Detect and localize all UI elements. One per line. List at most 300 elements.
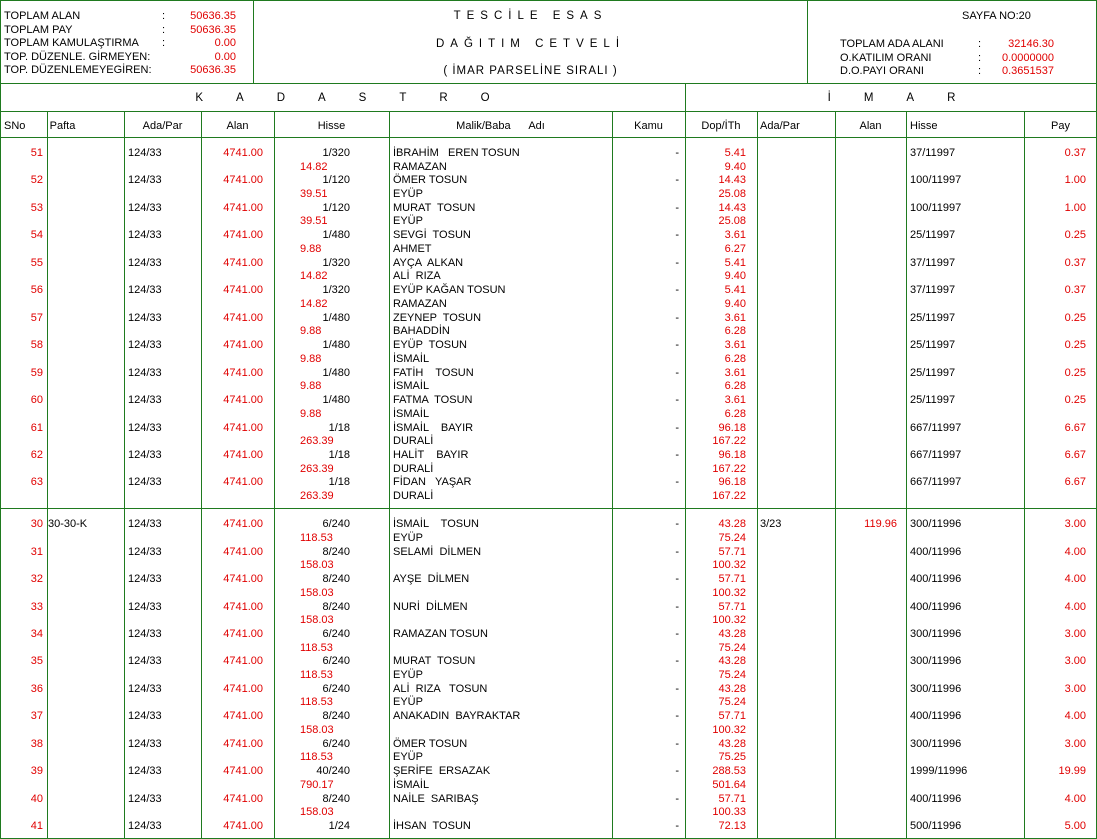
cell-ith: 6.28 — [724, 352, 746, 365]
cell-pay: 4.00 — [1064, 600, 1086, 613]
cell-baba: AHMET — [393, 242, 432, 255]
cell-ith: 9.40 — [724, 160, 746, 173]
table-row — [0, 628, 1097, 656]
cell-adapar: 124/33 — [128, 627, 162, 640]
cell-hisse: 1/480 — [322, 394, 350, 407]
summary-left-row — [4, 51, 236, 65]
cell-dop: 96.18 — [718, 421, 746, 434]
cell-ith: 75.25 — [718, 751, 746, 764]
cell-sno: 59 — [30, 366, 43, 379]
cell-pay: 0.25 — [1064, 339, 1086, 352]
header-alan: Alan — [226, 120, 249, 132]
cell-ith: 167.22 — [712, 489, 746, 502]
cell-ith: 75.24 — [718, 696, 746, 709]
cell-hisse2: 118.53 — [300, 751, 333, 764]
document-title-line2: DAĞITIM CETVELİ — [435, 38, 626, 50]
cell-malik: FİDAN YAŞAR — [393, 476, 472, 489]
cell-hisse: 1/480 — [322, 366, 350, 379]
cell-hisse: 1/320 — [322, 256, 350, 269]
cell-alan: 4741.00 — [223, 600, 263, 613]
summary-left-row — [4, 37, 236, 51]
cell-hisse2: 14.82 — [300, 297, 328, 310]
cell-sno: 53 — [30, 201, 43, 214]
cell-hisse: 6/240 — [322, 682, 350, 695]
cell-adapar: 124/33 — [128, 201, 162, 214]
cell-ith: 25.08 — [718, 188, 746, 201]
cell-ith: 25.08 — [718, 215, 746, 228]
header-adapar: Ada/Par — [142, 120, 183, 132]
summary-left-row — [4, 24, 236, 38]
cell-dop: 43.28 — [718, 737, 746, 750]
cell-malik: MURAT TOSUN — [393, 201, 476, 214]
cell-hisse2: 118.53 — [300, 641, 333, 654]
summary-right-row — [840, 65, 1054, 79]
cell-kamu: - — [675, 201, 679, 214]
cell-sno: 36 — [30, 682, 43, 695]
cell-kamu: - — [675, 339, 679, 352]
cell-ihisse: 400/11996 — [910, 545, 962, 558]
cell-kamu: - — [675, 820, 679, 833]
table-row — [0, 229, 1097, 257]
cell-adapar: 124/33 — [128, 311, 162, 324]
cell-sno: 33 — [30, 600, 43, 613]
summary-value: 50636.35 — [190, 23, 236, 36]
cell-pay: 0.25 — [1064, 311, 1086, 324]
table-row — [0, 174, 1097, 202]
cell-hisse2: 158.03 — [300, 723, 334, 736]
cell-adapar: 124/33 — [128, 174, 162, 187]
cell-sno: 30 — [30, 518, 43, 531]
cell-hisse: 1/120 — [322, 201, 350, 214]
cell-ihisse: 37/11997 — [910, 147, 956, 159]
cell-alan: 4741.00 — [223, 229, 263, 242]
cell-dop: 5.41 — [724, 284, 746, 297]
cell-alan: 4741.00 — [223, 394, 263, 407]
cell-kamu: - — [675, 147, 679, 159]
cell-baba: DURALİ — [393, 489, 434, 502]
summary-value: 0.3651537 — [1002, 65, 1054, 77]
cell-ith: 100.32 — [712, 559, 746, 572]
column-header-bottom-line — [0, 137, 1097, 138]
cell-pay: 6.67 — [1064, 421, 1086, 434]
cell-pay: 6.67 — [1064, 448, 1086, 461]
cell-alan: 4741.00 — [223, 737, 263, 750]
table-row — [0, 655, 1097, 683]
cell-pay: 3.00 — [1064, 655, 1086, 668]
colon: : — [162, 23, 166, 36]
document-title-line1: TESCİLE ESAS — [453, 10, 608, 22]
cell-adapar: 124/33 — [128, 229, 162, 242]
cell-ith: 100.32 — [712, 586, 746, 599]
cell-adapar: 124/33 — [128, 448, 162, 461]
cell-alan: 4741.00 — [223, 421, 263, 434]
cell-hisse2: 118.53 — [300, 531, 333, 544]
cell-hisse2: 263.39 — [300, 462, 334, 475]
cell-malik: HALİT BAYIR — [393, 448, 469, 461]
cell-hisse2: 118.53 — [300, 668, 333, 681]
cell-alan: 4741.00 — [223, 284, 263, 297]
cell-kamu: - — [675, 174, 679, 187]
cell-malik: EYÜP TOSUN — [393, 339, 467, 352]
cell-hisse2: 9.88 — [300, 325, 322, 338]
cell-sno: 32 — [30, 573, 43, 586]
cell-adapar: 124/33 — [128, 765, 162, 778]
cell-ihisse: 25/11997 — [910, 339, 956, 352]
cell-adapar: 124/33 — [128, 573, 162, 586]
cell-ihisse: 25/11997 — [910, 229, 956, 242]
cell-hisse: 6/240 — [322, 518, 350, 531]
cell-hisse: 1/18 — [328, 448, 350, 461]
cell-kamu: - — [675, 792, 679, 805]
cell-dop: 14.43 — [718, 174, 746, 187]
cell-pafta: 30-30-K — [48, 518, 88, 531]
cell-adapar: 124/33 — [128, 366, 162, 379]
header-imar-alan: Alan — [859, 120, 882, 132]
table-row — [0, 683, 1097, 711]
cell-ihisse: 400/11996 — [910, 573, 962, 586]
cell-dop: 72.13 — [718, 820, 746, 833]
cell-hisse2: 39.51 — [300, 188, 328, 201]
cell-ihisse: 37/11997 — [910, 256, 956, 269]
cell-hisse: 8/240 — [322, 573, 350, 586]
cell-adapar: 124/33 — [128, 655, 162, 668]
cell-kamu: - — [675, 573, 679, 586]
cell-hisse: 8/240 — [322, 710, 350, 723]
cell-alan: 4741.00 — [223, 448, 263, 461]
table-row — [0, 601, 1097, 629]
header-imar-hisse: Hisse — [910, 120, 938, 132]
cell-hisse2: 158.03 — [300, 559, 334, 572]
cell-ith: 100.32 — [712, 614, 746, 627]
cell-kamu: - — [675, 394, 679, 407]
cell-pay: 4.00 — [1064, 792, 1086, 805]
cell-sno: 62 — [30, 448, 43, 461]
cell-sno: 58 — [30, 339, 43, 352]
cell-sno: 60 — [30, 394, 43, 407]
summary-label: TOP. DÜZENLEMEYEGİREN: — [4, 64, 152, 76]
table-row — [0, 449, 1097, 477]
cell-pay: 0.25 — [1064, 394, 1086, 407]
cell-iadapar: 3/23 — [760, 518, 782, 531]
cell-kamu: - — [675, 655, 679, 668]
cell-malik: RAMAZAN TOSUN — [393, 627, 488, 640]
cell-sno: 35 — [30, 655, 43, 668]
cell-sno: 40 — [30, 792, 43, 805]
cell-baba: İSMAİL — [393, 778, 430, 791]
cell-pay: 3.00 — [1064, 737, 1086, 750]
cell-dop: 3.61 — [724, 229, 746, 242]
cell-alan: 4741.00 — [223, 174, 263, 187]
cell-pay: 4.00 — [1064, 710, 1086, 723]
cell-baba: İSMAİL — [393, 407, 430, 420]
summary-label: O.KATILIM ORANI — [840, 51, 932, 64]
cell-dop: 57.71 — [718, 710, 746, 723]
cell-pay: 3.00 — [1064, 682, 1086, 695]
cell-alan: 4741.00 — [223, 765, 263, 778]
cell-malik: İSMAİL BAYIR — [393, 421, 474, 434]
cell-ith: 167.22 — [712, 462, 746, 475]
cell-alan: 4741.00 — [223, 339, 263, 352]
cell-hisse2: 158.03 — [300, 614, 334, 627]
cell-baba: RAMAZAN — [393, 160, 447, 173]
cell-ihisse: 667/11997 — [910, 476, 962, 489]
table-row — [0, 765, 1097, 793]
cell-dop: 3.61 — [724, 339, 746, 352]
cell-dop: 57.71 — [718, 573, 746, 586]
cell-dop: 96.18 — [718, 476, 746, 489]
cell-hisse2: 9.88 — [300, 380, 322, 393]
cell-hisse: 6/240 — [322, 737, 350, 750]
summary-label: D.O.PAYI ORANI — [840, 65, 924, 77]
cell-kamu: - — [675, 311, 679, 324]
cell-baba: EYÜP — [393, 751, 423, 764]
cell-ihisse: 400/11996 — [910, 710, 962, 723]
cell-pay: 3.00 — [1064, 518, 1086, 531]
cell-ihisse: 300/11996 — [910, 655, 962, 668]
cell-adapar: 124/33 — [128, 421, 162, 434]
cell-kamu: - — [675, 256, 679, 269]
cell-adapar: 124/33 — [128, 147, 162, 159]
cell-kamu: - — [675, 476, 679, 489]
cell-malik: ZEYNEP TOSUN — [393, 311, 482, 324]
cell-kamu: - — [675, 448, 679, 461]
cell-sno: 51 — [30, 147, 43, 159]
cell-kamu: - — [675, 366, 679, 379]
header-divider-2 — [807, 0, 808, 83]
cell-kamu: - — [675, 627, 679, 640]
cell-alan: 4741.00 — [223, 366, 263, 379]
cell-kamu: - — [675, 682, 679, 695]
cell-hisse: 1/120 — [322, 174, 350, 187]
cell-malik: FATMA TOSUN — [393, 394, 473, 407]
summary-value: 50636.35 — [190, 64, 236, 76]
cell-hisse2: 14.82 — [300, 160, 328, 173]
cell-ihisse: 100/11997 — [910, 174, 962, 187]
cell-malik: EYÜP KAĞAN TOSUN — [393, 284, 506, 297]
summary-value: 50636.35 — [190, 10, 236, 22]
cell-alan: 4741.00 — [223, 545, 263, 558]
cell-malik: ALİ RIZA TOSUN — [393, 682, 488, 695]
cell-kamu: - — [675, 518, 679, 531]
colon: : — [978, 65, 982, 77]
cell-ith: 100.33 — [712, 806, 746, 819]
cell-pay: 1.00 — [1064, 174, 1086, 187]
cell-malik: İSMAİL TOSUN — [393, 518, 479, 531]
cell-ith: 75.24 — [718, 641, 746, 654]
cell-baba: EYÜP — [393, 668, 423, 681]
cell-ihisse: 300/11996 — [910, 627, 962, 640]
cell-ihisse: 25/11997 — [910, 394, 956, 407]
header-sno: SNo — [4, 120, 26, 132]
cell-hisse2: 39.51 — [300, 215, 328, 228]
cell-pay: 19.99 — [1058, 765, 1086, 778]
cell-adapar: 124/33 — [128, 820, 162, 833]
cell-alan: 4741.00 — [223, 311, 263, 324]
section-kadastro: KADASTRO — [195, 92, 523, 104]
cell-baba: EYÜP — [393, 531, 423, 544]
cell-kamu: - — [675, 284, 679, 297]
cell-baba: BAHADDİN — [393, 325, 450, 338]
cell-ihisse: 25/11997 — [910, 366, 956, 379]
cell-dop: 3.61 — [724, 311, 746, 324]
cell-sno: 52 — [30, 174, 43, 187]
cell-hisse: 1/18 — [328, 421, 350, 434]
summary-value: 32146.30 — [1008, 38, 1054, 50]
table-row — [0, 147, 1097, 175]
cell-baba: DURALİ — [393, 462, 434, 475]
summary-right-row — [840, 52, 1054, 66]
cell-alan: 4741.00 — [223, 710, 263, 723]
cell-kamu: - — [675, 765, 679, 778]
cell-dop: 3.61 — [724, 366, 746, 379]
summary-value: 0.00 — [214, 50, 236, 63]
cell-ialan: 119.96 — [864, 518, 897, 531]
cell-dop: 43.28 — [718, 627, 746, 640]
cell-sno: 31 — [30, 545, 43, 558]
cell-hisse: 8/240 — [322, 792, 350, 805]
colon: : — [162, 37, 166, 49]
cell-hisse: 1/480 — [322, 311, 350, 324]
cell-alan: 4741.00 — [223, 147, 263, 159]
cell-baba: İSMAİL — [393, 380, 430, 393]
cell-malik: NURİ DİLMEN — [393, 600, 468, 613]
table-row — [0, 573, 1097, 601]
cell-ith: 75.24 — [718, 668, 746, 681]
cell-pay: 5.00 — [1064, 820, 1086, 833]
header-malik: Malik/Baba Adı — [456, 120, 545, 132]
table-row — [0, 793, 1097, 821]
cell-ihisse: 100/11997 — [910, 201, 962, 214]
cell-baba: DURALİ — [393, 435, 434, 448]
summary-right-row — [840, 38, 1054, 52]
cell-sno: 55 — [30, 256, 43, 269]
header-imar-adapar: Ada/Par — [760, 120, 800, 132]
cell-hisse2: 158.03 — [300, 586, 334, 599]
cell-hisse: 1/24 — [328, 820, 350, 833]
cell-sno: 41 — [30, 820, 43, 833]
cell-ith: 100.32 — [712, 723, 746, 736]
cell-dop: 14.43 — [718, 201, 746, 214]
cell-alan: 4741.00 — [223, 476, 263, 489]
summary-label: TOPLAM ALAN — [4, 10, 81, 22]
table-row — [0, 394, 1097, 422]
cell-baba: EYÜP — [393, 696, 423, 709]
table-row — [0, 476, 1097, 504]
cell-baba: EYÜP — [393, 215, 423, 228]
summary-left-row — [4, 10, 236, 24]
cell-alan: 4741.00 — [223, 201, 263, 214]
page-number: SAYFA NO:20 — [962, 10, 1031, 22]
cell-hisse: 1/320 — [322, 147, 350, 159]
cell-kamu: - — [675, 421, 679, 434]
cell-malik: MURAT TOSUN — [393, 655, 476, 668]
cell-ihisse: 400/11996 — [910, 600, 962, 613]
cell-kamu: - — [675, 545, 679, 558]
cell-ith: 6.28 — [724, 380, 746, 393]
cell-adapar: 124/33 — [128, 256, 162, 269]
cell-sno: 56 — [30, 284, 43, 297]
cell-hisse: 8/240 — [322, 545, 350, 558]
cell-dop: 57.71 — [718, 600, 746, 613]
cell-pay: 6.67 — [1064, 476, 1086, 489]
cell-hisse2: 14.82 — [300, 270, 328, 283]
colon: : — [978, 38, 982, 50]
summary-label: TOPLAM PAY — [4, 23, 73, 36]
cell-dop: 43.28 — [718, 655, 746, 668]
section-bottom-line — [0, 111, 1097, 112]
group-separator-line — [0, 508, 1097, 509]
header-pafta: Pafta — [49, 120, 76, 132]
cell-adapar: 124/33 — [128, 339, 162, 352]
table-row — [0, 710, 1097, 738]
cell-malik: İBRAHİM EREN TOSUN — [393, 147, 520, 159]
summary-label: TOP. DÜZENLE. GİRMEYEN: — [4, 50, 151, 63]
header-dopith: Dop/İTh — [701, 120, 741, 132]
table-row — [0, 257, 1097, 285]
cell-baba: EYÜP — [393, 188, 423, 201]
cell-adapar: 124/33 — [128, 284, 162, 297]
cell-ihisse: 500/11996 — [910, 820, 962, 833]
cell-pay: 3.00 — [1064, 627, 1086, 640]
cell-adapar: 124/33 — [128, 737, 162, 750]
summary-label: TOPLAM KAMULAŞTIRMA — [4, 37, 139, 49]
cell-ith: 75.24 — [718, 531, 746, 544]
cell-dop: 3.61 — [724, 394, 746, 407]
cell-ith: 6.28 — [724, 407, 746, 420]
cell-dop: 57.71 — [718, 545, 746, 558]
cell-alan: 4741.00 — [223, 792, 263, 805]
cell-ihisse: 667/11997 — [910, 448, 962, 461]
cell-ith: 6.28 — [724, 325, 746, 338]
cell-sno: 63 — [30, 476, 43, 489]
table-row — [0, 546, 1097, 574]
summary-value: 0.0000000 — [1002, 51, 1054, 64]
cell-hisse2: 118.53 — [300, 696, 333, 709]
cell-hisse: 1/480 — [322, 339, 350, 352]
cell-kamu: - — [675, 737, 679, 750]
cell-sno: 57 — [30, 311, 43, 324]
cell-malik: AYŞE DİLMEN — [393, 573, 470, 586]
cell-malik: ÖMER TOSUN — [393, 174, 468, 187]
cell-hisse: 6/240 — [322, 627, 350, 640]
cell-hisse: 1/480 — [322, 229, 350, 242]
cell-malik: SEVGİ TOSUN — [393, 229, 471, 242]
cell-alan: 4741.00 — [223, 655, 263, 668]
cell-dop: 5.41 — [724, 147, 746, 159]
section-imar: İMAR — [827, 92, 989, 104]
cell-pay: 0.25 — [1064, 229, 1086, 242]
table-row — [0, 202, 1097, 230]
cell-pay: 4.00 — [1064, 545, 1086, 558]
cell-ihisse: 1999/11996 — [910, 765, 968, 778]
cell-sno: 34 — [30, 627, 43, 640]
cell-ith: 167.22 — [712, 435, 746, 448]
cell-kamu: - — [675, 600, 679, 613]
cell-pay: 0.37 — [1064, 284, 1086, 297]
cell-adapar: 124/33 — [128, 394, 162, 407]
cell-dop: 43.28 — [718, 682, 746, 695]
cell-baba: İSMAİL — [393, 352, 430, 365]
header-bottom-line — [0, 83, 1097, 84]
cell-alan: 4741.00 — [223, 820, 263, 833]
cell-ith: 501.64 — [712, 778, 746, 791]
cell-hisse2: 263.39 — [300, 435, 334, 448]
summary-left-row — [4, 64, 236, 78]
cell-alan: 4741.00 — [223, 573, 263, 586]
cell-pay: 1.00 — [1064, 201, 1086, 214]
cell-sno: 61 — [30, 421, 43, 434]
header-hisse: Hisse — [317, 120, 346, 132]
